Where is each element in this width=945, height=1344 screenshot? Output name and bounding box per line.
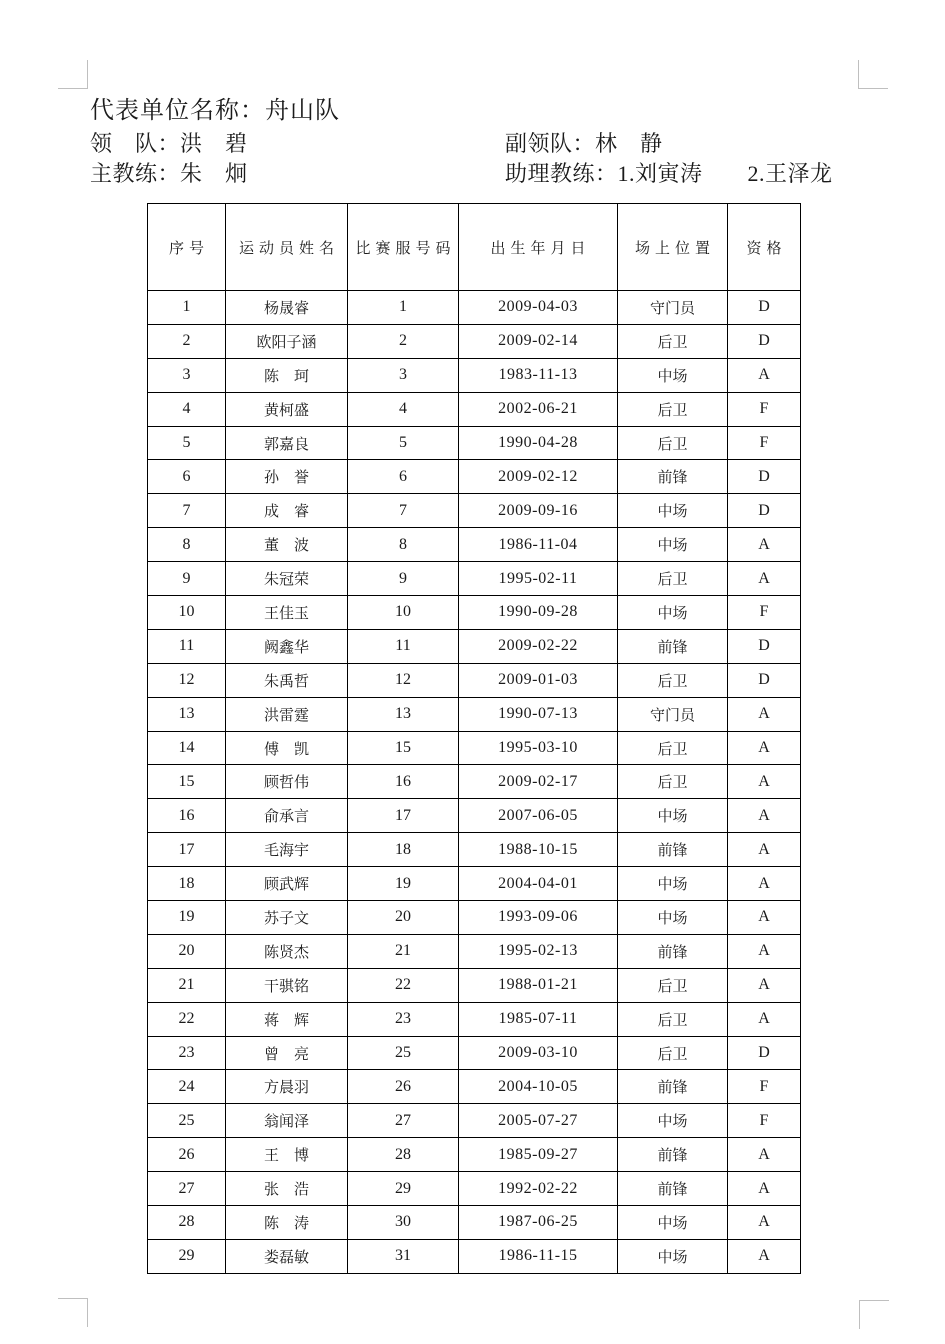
cell-jersey: 19 bbox=[348, 867, 459, 901]
cell-position: 前锋 bbox=[618, 833, 728, 867]
document-title: 代表单位名称：舟山队 bbox=[90, 98, 340, 124]
cell-jersey: 22 bbox=[348, 968, 459, 1002]
cell-jersey: 28 bbox=[348, 1138, 459, 1172]
cell-position: 前锋 bbox=[618, 1138, 728, 1172]
cell-name: 洪雷霆 bbox=[226, 697, 348, 731]
roster-table bbox=[147, 203, 801, 1274]
cell-jersey: 21 bbox=[348, 934, 459, 968]
cell-jersey: 12 bbox=[348, 663, 459, 697]
cell-position: 中场 bbox=[618, 528, 728, 562]
table-row bbox=[148, 765, 801, 799]
cell-position: 后卫 bbox=[618, 1036, 728, 1070]
cell-name: 杨晟睿 bbox=[226, 291, 348, 325]
cell-dob: 2009-04-03 bbox=[459, 291, 618, 325]
cell-index: 18 bbox=[148, 867, 226, 901]
cell-dob: 2009-02-22 bbox=[459, 629, 618, 663]
cell-position: 中场 bbox=[618, 799, 728, 833]
cell-grade: F bbox=[728, 596, 801, 630]
cell-position: 后卫 bbox=[618, 562, 728, 596]
table-row bbox=[148, 562, 801, 596]
cell-name: 张 浩 bbox=[226, 1172, 348, 1206]
table-row bbox=[148, 460, 801, 494]
cell-jersey: 25 bbox=[348, 1036, 459, 1070]
cell-grade: A bbox=[728, 1239, 801, 1273]
cell-position: 后卫 bbox=[618, 324, 728, 358]
roster-table-body bbox=[148, 291, 801, 1274]
cell-dob: 2009-09-16 bbox=[459, 494, 618, 528]
cell-name: 方晨羽 bbox=[226, 1070, 348, 1104]
cell-dob: 1990-04-28 bbox=[459, 426, 618, 460]
cell-grade: F bbox=[728, 426, 801, 460]
table-row bbox=[148, 867, 801, 901]
table-row bbox=[148, 1138, 801, 1172]
cell-dob: 2002-06-21 bbox=[459, 392, 618, 426]
cell-position: 后卫 bbox=[618, 392, 728, 426]
cell-index: 22 bbox=[148, 1002, 226, 1036]
cell-index: 20 bbox=[148, 934, 226, 968]
page-margin-mark-bottom-right bbox=[859, 1300, 889, 1329]
cell-position: 后卫 bbox=[618, 663, 728, 697]
cell-position: 中场 bbox=[618, 901, 728, 935]
cell-index: 29 bbox=[148, 1239, 226, 1273]
cell-grade: D bbox=[728, 1036, 801, 1070]
table-row bbox=[148, 1070, 801, 1104]
cell-position: 前锋 bbox=[618, 629, 728, 663]
cell-jersey: 23 bbox=[348, 1002, 459, 1036]
cell-dob: 1985-07-11 bbox=[459, 1002, 618, 1036]
column-header-jersey: 比赛服号码 bbox=[348, 204, 459, 291]
cell-name: 顾哲伟 bbox=[226, 765, 348, 799]
cell-dob: 1990-07-13 bbox=[459, 697, 618, 731]
cell-grade: F bbox=[728, 392, 801, 426]
table-row bbox=[148, 358, 801, 392]
cell-dob: 2007-06-05 bbox=[459, 799, 618, 833]
cell-name: 朱冠荣 bbox=[226, 562, 348, 596]
cell-dob: 2009-03-10 bbox=[459, 1036, 618, 1070]
cell-name: 顾武辉 bbox=[226, 867, 348, 901]
cell-name: 翁闻泽 bbox=[226, 1104, 348, 1138]
cell-index: 4 bbox=[148, 392, 226, 426]
cell-grade: A bbox=[728, 867, 801, 901]
table-row bbox=[148, 1239, 801, 1273]
table-row bbox=[148, 731, 801, 765]
cell-dob: 1992-02-22 bbox=[459, 1172, 618, 1206]
cell-name: 朱禹哲 bbox=[226, 663, 348, 697]
cell-name: 孙 誉 bbox=[226, 460, 348, 494]
cell-jersey: 3 bbox=[348, 358, 459, 392]
cell-dob: 1986-11-15 bbox=[459, 1239, 618, 1273]
cell-position: 后卫 bbox=[618, 968, 728, 1002]
cell-position: 前锋 bbox=[618, 1070, 728, 1104]
cell-grade: A bbox=[728, 528, 801, 562]
page-margin-mark-top-right bbox=[858, 60, 888, 89]
cell-jersey: 11 bbox=[348, 629, 459, 663]
cell-name: 黄柯盛 bbox=[226, 392, 348, 426]
cell-position: 前锋 bbox=[618, 460, 728, 494]
cell-grade: F bbox=[728, 1104, 801, 1138]
cell-index: 24 bbox=[148, 1070, 226, 1104]
cell-index: 1 bbox=[148, 291, 226, 325]
cell-dob: 1988-01-21 bbox=[459, 968, 618, 1002]
cell-name: 成 睿 bbox=[226, 494, 348, 528]
cell-dob: 1990-09-28 bbox=[459, 596, 618, 630]
table-row bbox=[148, 799, 801, 833]
cell-grade: A bbox=[728, 833, 801, 867]
cell-name: 蒋 辉 bbox=[226, 1002, 348, 1036]
table-row bbox=[148, 291, 801, 325]
cell-grade: A bbox=[728, 697, 801, 731]
cell-position: 守门员 bbox=[618, 697, 728, 731]
cell-jersey: 10 bbox=[348, 596, 459, 630]
table-row bbox=[148, 629, 801, 663]
cell-position: 中场 bbox=[618, 867, 728, 901]
cell-jersey: 30 bbox=[348, 1206, 459, 1240]
cell-index: 13 bbox=[148, 697, 226, 731]
assistant-coach-line: 助理教练：1.刘寅涛 2.王泽龙 bbox=[505, 161, 833, 186]
cell-grade: A bbox=[728, 358, 801, 392]
cell-jersey: 31 bbox=[348, 1239, 459, 1273]
cell-jersey: 4 bbox=[348, 392, 459, 426]
column-header-grade: 资格 bbox=[728, 204, 801, 291]
cell-position: 中场 bbox=[618, 1206, 728, 1240]
cell-jersey: 27 bbox=[348, 1104, 459, 1138]
team-leader-line: 领 队：洪 碧 bbox=[90, 131, 248, 156]
cell-index: 14 bbox=[148, 731, 226, 765]
cell-index: 8 bbox=[148, 528, 226, 562]
cell-dob: 1986-11-04 bbox=[459, 528, 618, 562]
cell-grade: A bbox=[728, 901, 801, 935]
cell-dob: 2009-02-12 bbox=[459, 460, 618, 494]
cell-name: 王佳玉 bbox=[226, 596, 348, 630]
cell-dob: 2009-02-14 bbox=[459, 324, 618, 358]
cell-index: 17 bbox=[148, 833, 226, 867]
cell-jersey: 8 bbox=[348, 528, 459, 562]
cell-dob: 1983-11-13 bbox=[459, 358, 618, 392]
cell-index: 19 bbox=[148, 901, 226, 935]
cell-grade: A bbox=[728, 1138, 801, 1172]
cell-grade: A bbox=[728, 968, 801, 1002]
column-header-position: 场上位置 bbox=[618, 204, 728, 291]
cell-jersey: 13 bbox=[348, 697, 459, 731]
cell-jersey: 2 bbox=[348, 324, 459, 358]
cell-index: 27 bbox=[148, 1172, 226, 1206]
column-header-index: 序号 bbox=[148, 204, 226, 291]
table-row bbox=[148, 901, 801, 935]
cell-jersey: 20 bbox=[348, 901, 459, 935]
cell-index: 25 bbox=[148, 1104, 226, 1138]
cell-position: 中场 bbox=[618, 596, 728, 630]
cell-index: 23 bbox=[148, 1036, 226, 1070]
cell-jersey: 26 bbox=[348, 1070, 459, 1104]
cell-position: 后卫 bbox=[618, 1002, 728, 1036]
table-row bbox=[148, 934, 801, 968]
cell-dob: 1995-02-11 bbox=[459, 562, 618, 596]
table-row bbox=[148, 1206, 801, 1240]
page-margin-mark-top-left bbox=[58, 60, 88, 89]
cell-name: 傅 凯 bbox=[226, 731, 348, 765]
cell-index: 5 bbox=[148, 426, 226, 460]
head-coach-line: 主教练：朱 炯 bbox=[90, 161, 248, 186]
cell-dob: 1988-10-15 bbox=[459, 833, 618, 867]
cell-index: 15 bbox=[148, 765, 226, 799]
cell-grade: D bbox=[728, 460, 801, 494]
cell-jersey: 6 bbox=[348, 460, 459, 494]
page-margin-mark-bottom-left bbox=[58, 1298, 88, 1327]
cell-grade: D bbox=[728, 324, 801, 358]
cell-index: 3 bbox=[148, 358, 226, 392]
cell-name: 王 博 bbox=[226, 1138, 348, 1172]
cell-position: 前锋 bbox=[618, 1172, 728, 1206]
cell-name: 苏子文 bbox=[226, 901, 348, 935]
table-row bbox=[148, 596, 801, 630]
cell-dob: 1985-09-27 bbox=[459, 1138, 618, 1172]
cell-jersey: 1 bbox=[348, 291, 459, 325]
cell-index: 28 bbox=[148, 1206, 226, 1240]
cell-index: 11 bbox=[148, 629, 226, 663]
cell-index: 7 bbox=[148, 494, 226, 528]
cell-dob: 1995-03-10 bbox=[459, 731, 618, 765]
cell-jersey: 5 bbox=[348, 426, 459, 460]
cell-dob: 2009-01-03 bbox=[459, 663, 618, 697]
cell-position: 后卫 bbox=[618, 426, 728, 460]
cell-position: 前锋 bbox=[618, 934, 728, 968]
cell-name: 董 波 bbox=[226, 528, 348, 562]
cell-index: 2 bbox=[148, 324, 226, 358]
cell-jersey: 18 bbox=[348, 833, 459, 867]
table-row bbox=[148, 494, 801, 528]
cell-dob: 2005-07-27 bbox=[459, 1104, 618, 1138]
cell-grade: A bbox=[728, 799, 801, 833]
cell-name: 欧阳子涵 bbox=[226, 324, 348, 358]
table-row bbox=[148, 1002, 801, 1036]
cell-name: 曾 亮 bbox=[226, 1036, 348, 1070]
cell-jersey: 17 bbox=[348, 799, 459, 833]
cell-dob: 2009-02-17 bbox=[459, 765, 618, 799]
cell-grade: A bbox=[728, 1172, 801, 1206]
cell-index: 16 bbox=[148, 799, 226, 833]
table-row bbox=[148, 324, 801, 358]
deputy-leader-line: 副领队：林 静 bbox=[505, 131, 663, 156]
cell-grade: D bbox=[728, 629, 801, 663]
table-row bbox=[148, 663, 801, 697]
table-row bbox=[148, 968, 801, 1002]
cell-name: 郭嘉良 bbox=[226, 426, 348, 460]
cell-jersey: 29 bbox=[348, 1172, 459, 1206]
cell-grade: D bbox=[728, 494, 801, 528]
cell-grade: A bbox=[728, 1206, 801, 1240]
table-row bbox=[148, 1104, 801, 1138]
roster-table-header-row bbox=[148, 204, 801, 291]
cell-name: 俞承言 bbox=[226, 799, 348, 833]
cell-index: 21 bbox=[148, 968, 226, 1002]
cell-position: 中场 bbox=[618, 1104, 728, 1138]
cell-name: 陈 涛 bbox=[226, 1206, 348, 1240]
cell-jersey: 9 bbox=[348, 562, 459, 596]
cell-dob: 1987-06-25 bbox=[459, 1206, 618, 1240]
cell-jersey: 15 bbox=[348, 731, 459, 765]
column-header-name: 运动员姓名 bbox=[226, 204, 348, 291]
cell-jersey: 7 bbox=[348, 494, 459, 528]
cell-name: 陈贤杰 bbox=[226, 934, 348, 968]
cell-dob: 1995-02-13 bbox=[459, 934, 618, 968]
cell-grade: A bbox=[728, 934, 801, 968]
table-row bbox=[148, 1172, 801, 1206]
table-row bbox=[148, 697, 801, 731]
cell-index: 10 bbox=[148, 596, 226, 630]
column-header-dob: 出生年月日 bbox=[459, 204, 618, 291]
cell-grade: A bbox=[728, 1002, 801, 1036]
cell-dob: 2004-04-01 bbox=[459, 867, 618, 901]
cell-dob: 2004-10-05 bbox=[459, 1070, 618, 1104]
cell-name: 干骐铭 bbox=[226, 968, 348, 1002]
cell-index: 26 bbox=[148, 1138, 226, 1172]
cell-position: 中场 bbox=[618, 1239, 728, 1273]
cell-position: 守门员 bbox=[618, 291, 728, 325]
cell-index: 6 bbox=[148, 460, 226, 494]
cell-name: 娄磊敏 bbox=[226, 1239, 348, 1273]
cell-name: 阙鑫华 bbox=[226, 629, 348, 663]
table-row bbox=[148, 528, 801, 562]
table-row bbox=[148, 426, 801, 460]
cell-name: 陈 珂 bbox=[226, 358, 348, 392]
cell-grade: A bbox=[728, 562, 801, 596]
table-row bbox=[148, 392, 801, 426]
table-row bbox=[148, 833, 801, 867]
cell-name: 毛海宇 bbox=[226, 833, 348, 867]
cell-grade: D bbox=[728, 291, 801, 325]
cell-jersey: 16 bbox=[348, 765, 459, 799]
cell-position: 中场 bbox=[618, 358, 728, 392]
cell-grade: A bbox=[728, 765, 801, 799]
cell-grade: D bbox=[728, 663, 801, 697]
table-row bbox=[148, 1036, 801, 1070]
cell-position: 后卫 bbox=[618, 731, 728, 765]
cell-position: 后卫 bbox=[618, 765, 728, 799]
cell-grade: F bbox=[728, 1070, 801, 1104]
cell-position: 中场 bbox=[618, 494, 728, 528]
cell-dob: 1993-09-06 bbox=[459, 901, 618, 935]
cell-grade: A bbox=[728, 731, 801, 765]
cell-index: 9 bbox=[148, 562, 226, 596]
cell-index: 12 bbox=[148, 663, 226, 697]
